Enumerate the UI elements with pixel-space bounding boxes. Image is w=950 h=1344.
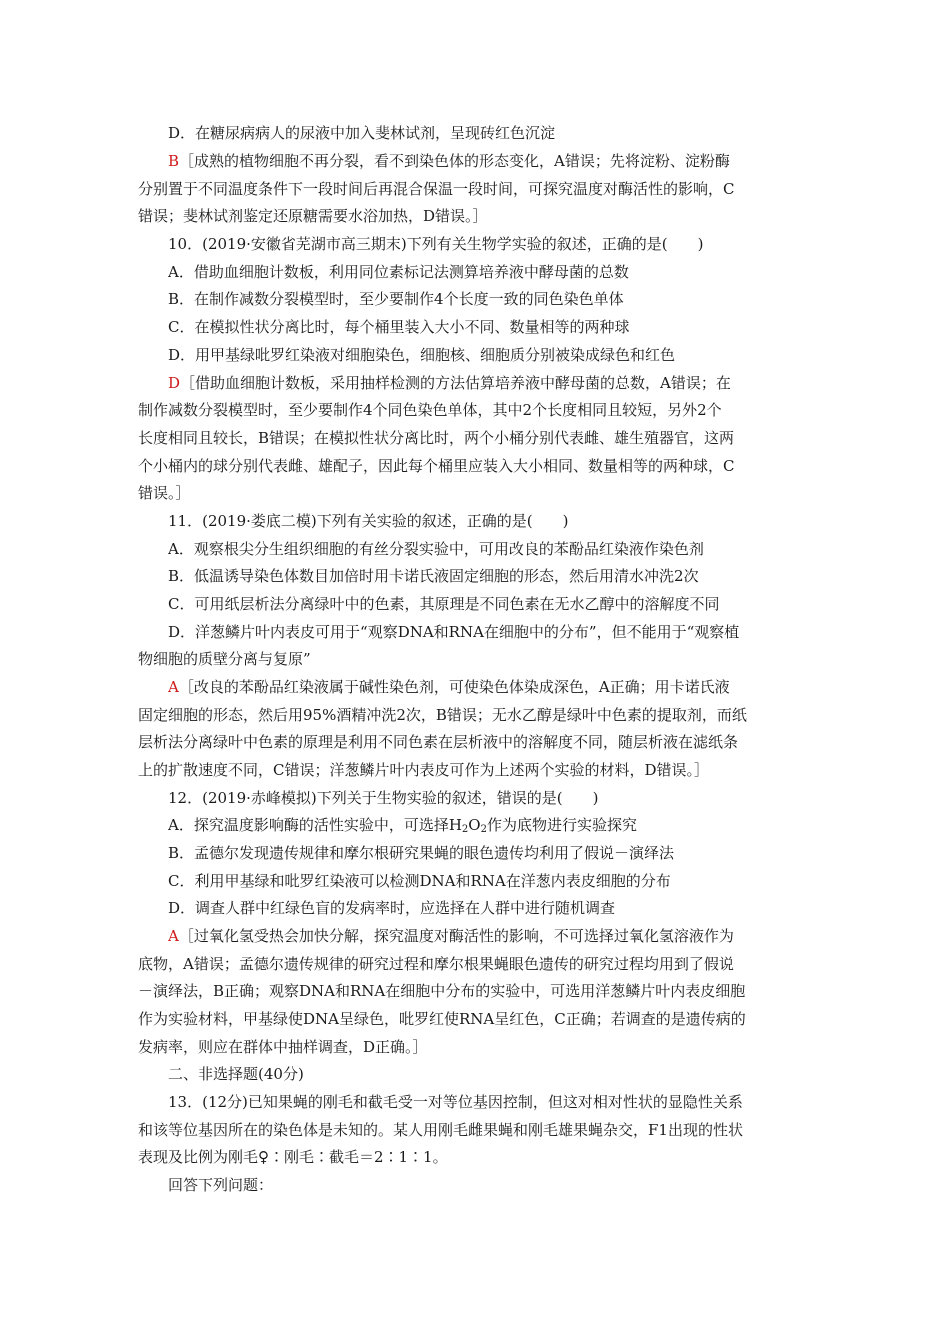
question-line: 11．(2019·娄底二模)下列有关实验的叙述，正确的是( ) — [168, 512, 569, 530]
text-line: 上的扩散速度不同，C错误；洋葱鳞片叶内表皮可作为上述两个实验的材料，D错误。］ — [138, 761, 710, 779]
text-line: 底物，A错误；孟德尔遗传规律的研究过程和摩尔根果蝇眼色遗传的研究过程均用到了假说 — [138, 955, 734, 973]
text-line: 发病率，则应在群体中抽样调查，D正确。］ — [138, 1038, 428, 1056]
answer-text: ［改良的苯酚品红染液属于碱性染色剂，可使染色体染成深色，A正确；用卡诺氏液 — [178, 678, 730, 696]
answer-line — [168, 678, 818, 696]
text-line: －演绎法，B正确；观察DNA和RNA在细胞中分布的实验中，可选用洋葱鳞片叶内表皮细胞 — [138, 982, 746, 1000]
option-line: C．利用甲基绿和吡罗红染液可以检测DNA和RNA在洋葱内表皮细胞的分布 — [168, 872, 671, 890]
text-line: 分别置于不同温度条件下一段时间后再混合保温一段时间，可探究温度对酶活性的影响，C — [138, 180, 735, 198]
question-line: 12．(2019·赤峰模拟)下列关于生物实验的叙述，错误的是( ) — [168, 789, 599, 807]
answer-line — [168, 152, 818, 170]
option-line: D．洋葱鳞片叶内表皮可用于“观察DNA和RNA在细胞中的分布”，但不能用于“观察植 — [168, 623, 740, 641]
option-text: A．探究温度影响酶的活性实验中，可选择H — [168, 816, 462, 834]
answer-text: ［借助血细胞计数板，采用抽样检测的方法估算培养液中酵母菌的总数，A错误；在 — [180, 374, 731, 392]
text-line: 制作减数分裂模型时，至少要制作4个同色染色单体，其中2个长度相同且较短，另外2个 — [138, 401, 722, 419]
text-line: 固定细胞的形态，然后用95%酒精冲洗2次，B错误；无水乙醇是绿叶中色素的提取剂，而纸 — [138, 706, 747, 724]
option-line: B．孟德尔发现遗传规律和摩尔根研究果蝇的眼色遗传均利用了假说－演绎法 — [168, 844, 675, 862]
option-line: D．用甲基绿吡罗红染液对细胞染色，细胞核、细胞质分别被染成绿色和红色 — [168, 346, 676, 364]
text-line: 长度相同且较长，B错误；在模拟性状分离比时，两个小桶分别代表雌、雄生殖器官，这两 — [138, 429, 735, 447]
text-line: 错误。］ — [138, 484, 191, 502]
option-line: A．观察根尖分生组织细胞的有丝分裂实验中，可用改良的苯酚品红染液作染色剂 — [168, 540, 704, 558]
option-line: D．在糖尿病病人的尿液中加入斐林试剂，呈现砖红色沉淀 — [168, 124, 556, 142]
answer-letter: A — [168, 927, 179, 945]
answer-line — [168, 927, 818, 945]
text-line: 表现及比例为刚毛♀∶刚毛∶截毛＝2∶1∶1。 — [138, 1148, 448, 1166]
answer-letter: D — [168, 374, 181, 392]
text-line: 和该等位基因所在的染色体是未知的。某人用刚毛雌果蝇和刚毛雄果蝇杂交，F1出现的性状 — [138, 1121, 743, 1139]
option-text: 作为底物进行实验探究 — [486, 816, 637, 834]
answer-letter: B — [168, 152, 180, 170]
option-line: C．在模拟性状分离比时，每个桶里装入大小不同、数量相等的两种球 — [168, 318, 630, 336]
text-line: 物细胞的质壁分离与复原” — [138, 650, 311, 668]
section-heading: 二、非选择题(40分) — [168, 1065, 304, 1083]
text-line: 错误；斐林试剂鉴定还原糖需要水浴加热，D错误。］ — [138, 207, 488, 225]
subscript: 2 — [480, 824, 487, 834]
option-line: A．借助血细胞计数板，利用同位素标记法测算培养液中酵母菌的总数 — [168, 263, 629, 281]
question-line: 回答下列问题： — [168, 1176, 274, 1194]
option-line: D．调查人群中红绿色盲的发病率时，应选择在人群中进行随机调查 — [168, 899, 616, 917]
question-line: 10．(2019·安徽省芜湖市高三期末)下列有关生物学实验的叙述，正确的是( ) — [168, 235, 704, 253]
question-line: 13．(12分)已知果蝇的刚毛和截毛受一对等位基因控制，但这对相对性状的显隐性关系 — [168, 1093, 743, 1111]
answer-line — [168, 374, 818, 392]
text-line: 作为实验材料，甲基绿使DNA呈绿色，吡罗红使RNA呈红色，C正确；若调查的是遗传病的 — [138, 1010, 746, 1028]
subscript: 2 — [461, 824, 469, 834]
answer-letter: A — [168, 678, 179, 696]
option-line: B．低温诱导染色体数目加倍时用卡诺氏液固定细胞的形态，然后用清水冲洗2次 — [168, 567, 699, 585]
option-text: O — [468, 816, 481, 834]
option-line: B．在制作减数分裂模型时，至少要制作4个长度一致的同色染色单体 — [168, 290, 624, 308]
text-line: 层析法分离绿叶中色素的原理是利用不同色素在层析液中的溶解度不同，随层析液在滤纸条 — [138, 733, 739, 751]
answer-text: ［成熟的植物细胞不再分裂，看不到染色体的形态变化，A错误；先将淀粉、淀粉酶 — [179, 152, 730, 170]
option-line: C．可用纸层析法分离绿叶中的色素，其原理是不同色素在无水乙醇中的溶解度不同 — [168, 595, 720, 613]
option-line — [168, 816, 818, 834]
text-line: 个小桶内的球分别代表雌、雄配子，因此每个桶里应装入大小相同、数量相等的两种球，C — [138, 457, 735, 475]
answer-text: ［过氧化氢受热会加快分解，探究温度对酶活性的影响，不可选择过氧化氢溶液作为 — [178, 927, 734, 945]
